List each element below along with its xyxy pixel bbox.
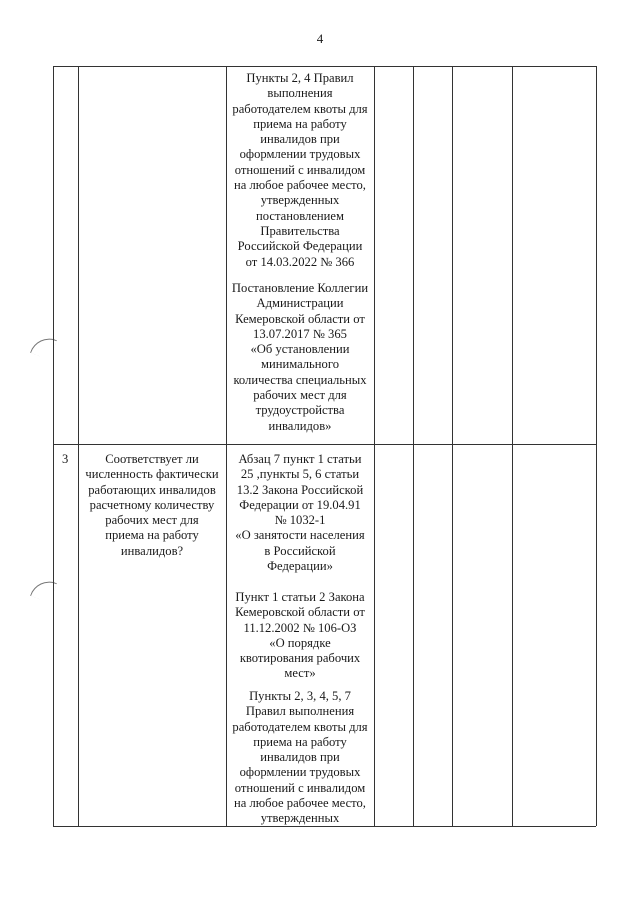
page-number: 4 — [316, 31, 324, 46]
row-number: 3 — [62, 452, 69, 466]
requisites-text: Постановление Коллегии Администрации Кемеровской области от 13.07.2017 № 365 «Об установлении минимального количества специальных рабочих мест для трудоустройства инвалидов» — [231, 281, 369, 433]
table-column-border — [374, 66, 375, 826]
question-text: Соответствует ли численность фактически работающих инвалидов расчетному количеству рабочих мест для приема на работу инвалидов? — [85, 452, 219, 558]
requisites-text: Абзац 7 пункт 1 статьи 25 ,пункты 5, 6 статьи 13.2 Закона Российской Федерации от 19.04.91 № 1032-1 «О занятости населения в Российской Федерации» — [235, 452, 365, 574]
table-column-border — [413, 66, 414, 826]
table-row-divider — [53, 444, 596, 445]
table-column-border — [452, 66, 453, 826]
table-column-border — [512, 66, 513, 826]
table-column-border — [78, 66, 79, 826]
requisites-text: Пункты 2, 3, 4, 5, 7 Правил выполнения работодателем квоты для приема на работу инвалидов при оформлении трудовых отношений с инвалидом на любое рабочее место, утвержденных — [232, 689, 368, 826]
requisites-text: Пункты 2, 4 Правил выполнения работодателем квоты для приема на работу инвалидов при оформлении трудовых отношений с инвалидом на любое рабочее место, утвержденных постановлением Правительства Российской Федерации от 14.03.2022 № 366 — [232, 71, 368, 269]
table-top-border — [53, 66, 596, 67]
table-column-border — [53, 66, 54, 826]
table-column-border — [596, 66, 597, 826]
requisites-text: Пункт 1 статьи 2 Закона Кемеровской области от 11.12.2002 № 106-ОЗ «О порядке квотирования рабочих мест» — [235, 590, 365, 681]
